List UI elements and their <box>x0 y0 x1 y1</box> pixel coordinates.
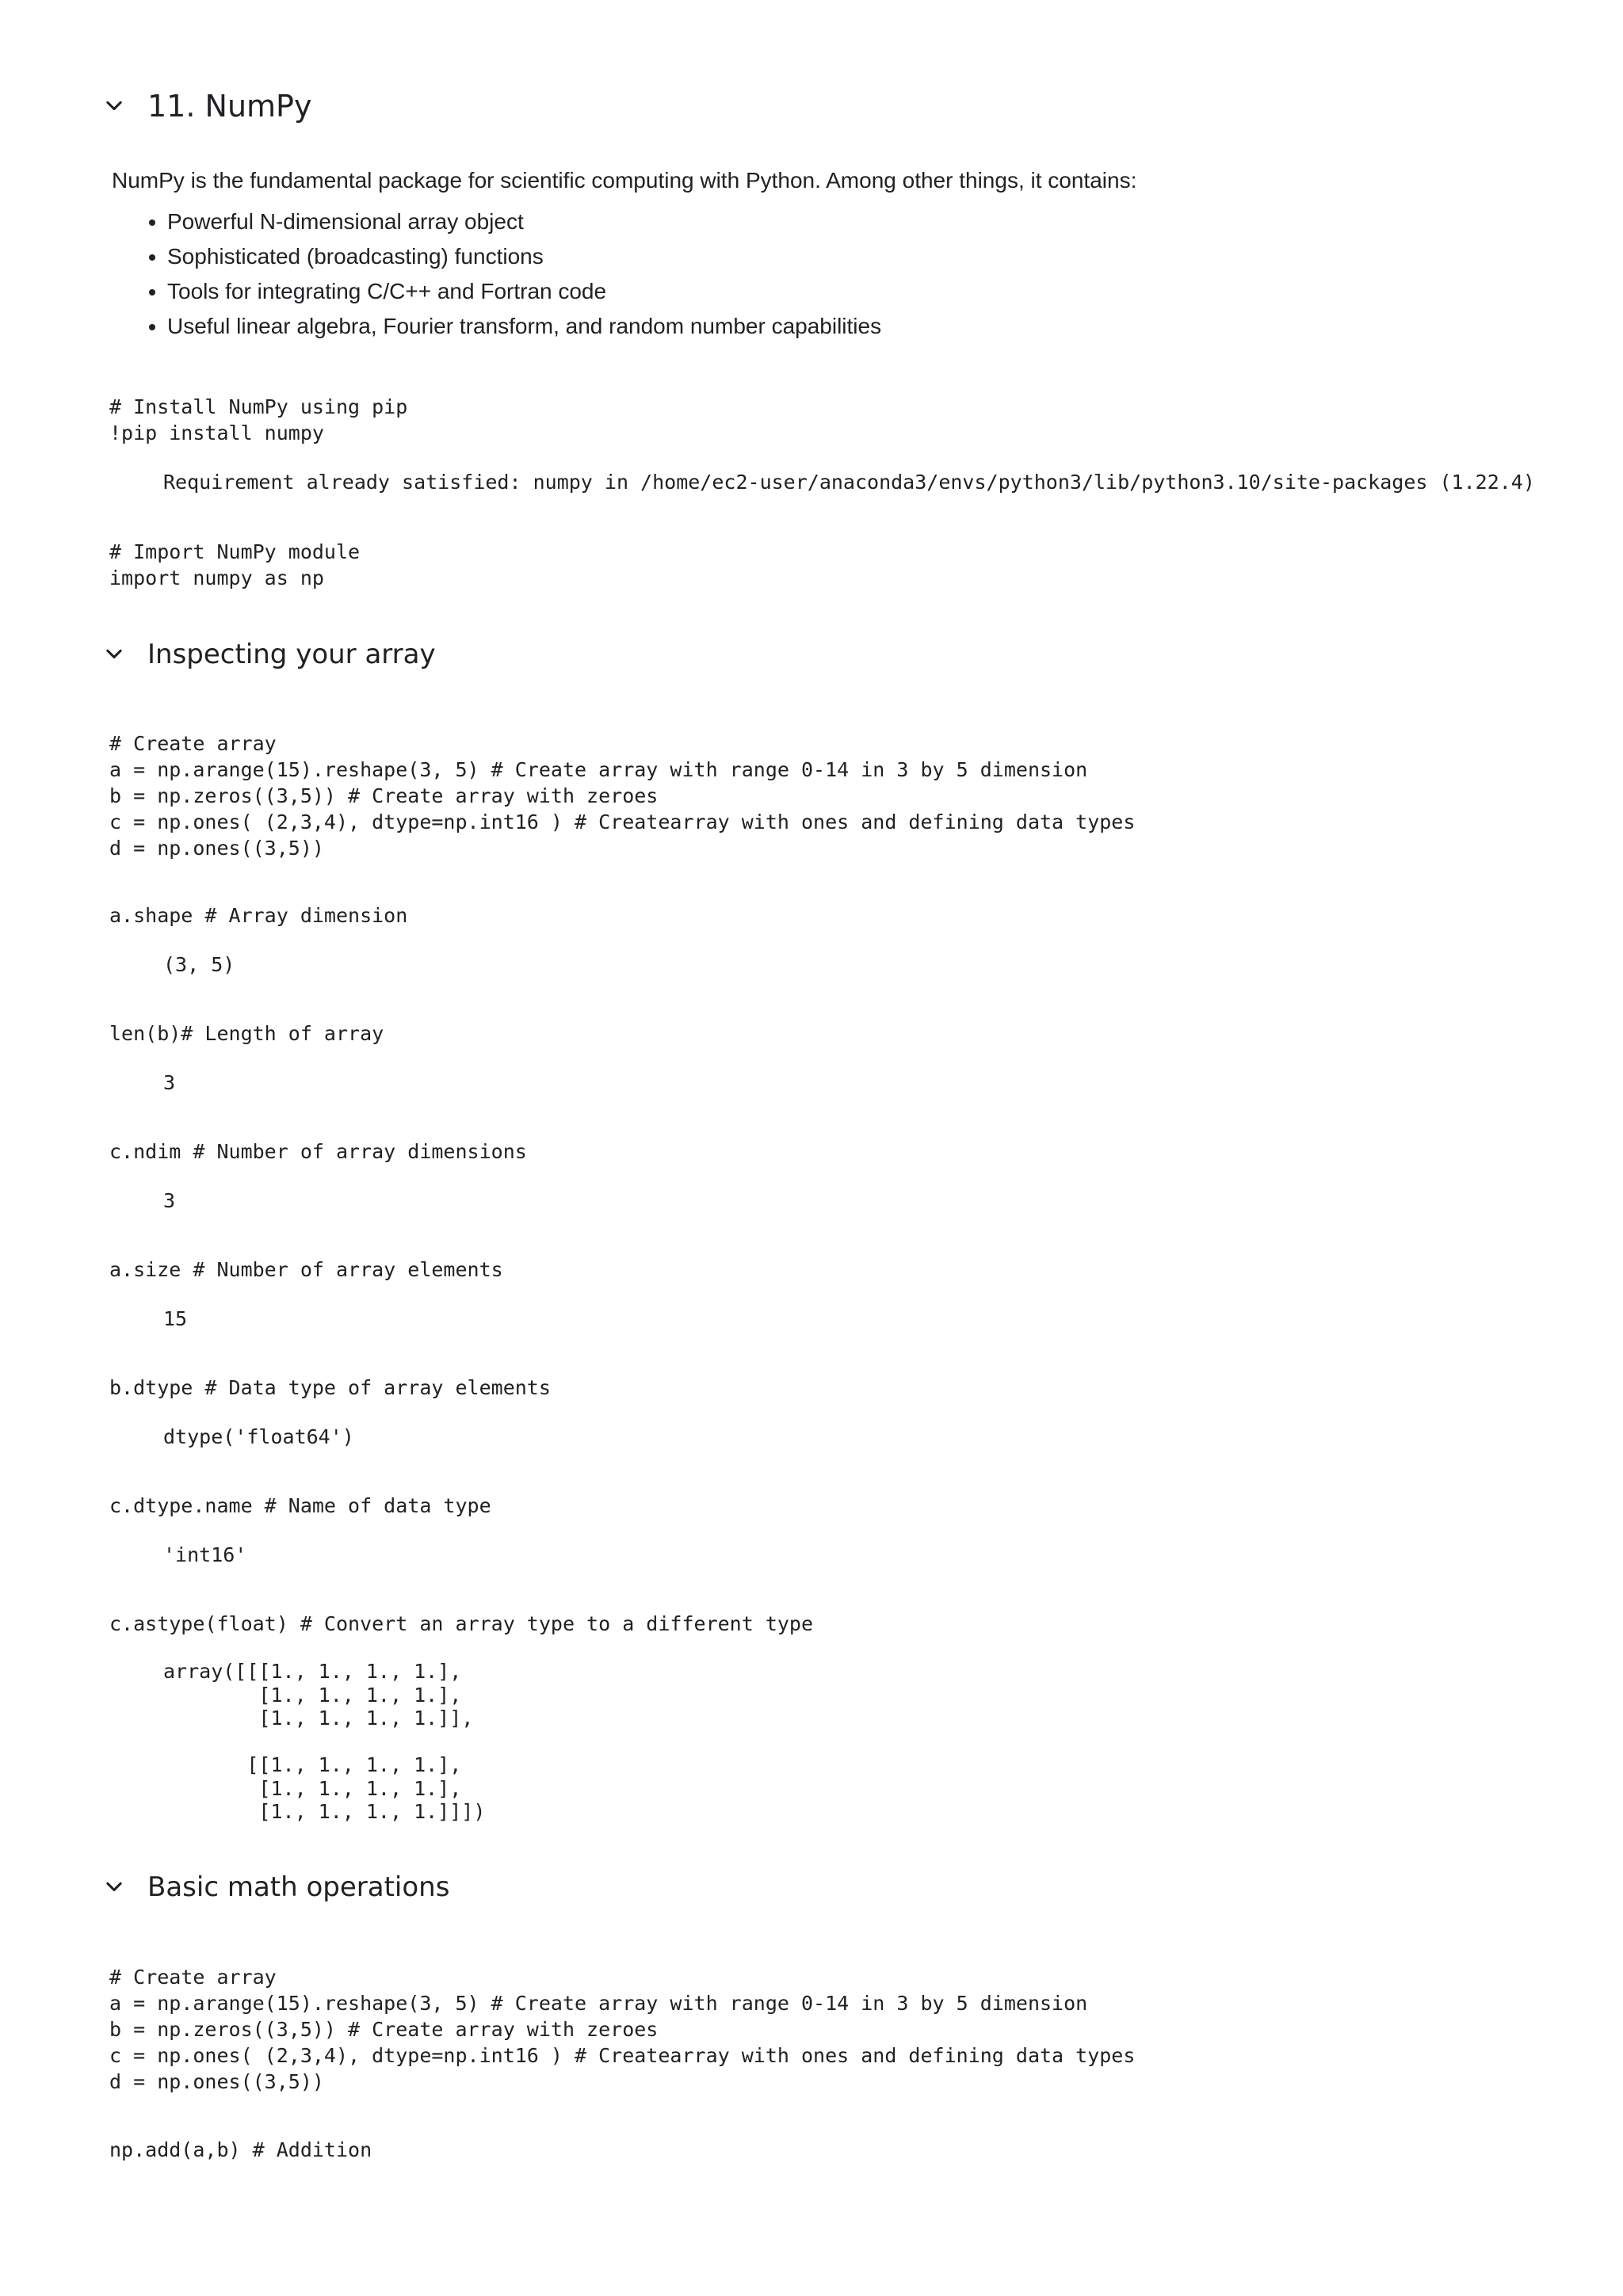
output-ndim: 3 <box>163 1189 176 1212</box>
section-heading-inspecting <box>103 639 436 670</box>
code-cell-size[interactable]: a.size # Number of array elements <box>109 1258 503 1281</box>
chevron-down-icon[interactable] <box>103 1876 125 1898</box>
output-shape: (3, 5) <box>163 953 235 976</box>
code-cell-import[interactable]: # Import NumPy module import numpy as np <box>109 540 361 589</box>
list-item: • Tools for integrating C/C++ and Fortran code <box>167 274 1136 309</box>
output-dtype-name: 'int16' <box>163 1543 247 1566</box>
section-heading-basic-math <box>103 1871 449 1903</box>
code-cell-create-array[interactable]: # Create array a = np.arange(15).reshape(3, 5) # Create array with range 0-14 in 3 by 5 dimension b = np.zeros((3,5)) # Create array with zeroes c = np.ones( (2,3,4), dtype=np.int16 ) # Createarray with ones and defining data types d = np.ones((3,5)) <box>109 732 1136 860</box>
intro-text-cell <box>112 163 1136 344</box>
code-cell-dtype[interactable]: b.dtype # Data type of array elements <box>109 1376 551 1399</box>
output-dtype: dtype('float64') <box>163 1425 354 1448</box>
inspecting-title: Inspecting your array <box>147 639 436 670</box>
output-len: 3 <box>163 1071 176 1094</box>
chevron-down-icon[interactable] <box>103 95 125 117</box>
list-item: • Useful linear algebra, Fourier transform, and random number capabilities <box>167 309 1136 344</box>
code-cell-len[interactable]: len(b)# Length of array <box>109 1022 384 1045</box>
list-item: • Sophisticated (broadcasting) functions <box>167 239 1136 274</box>
output-size: 15 <box>163 1307 188 1330</box>
code-cell-add[interactable]: np.add(a,b) # Addition <box>109 2138 372 2161</box>
basic-math-title: Basic math operations <box>147 1871 450 1903</box>
feature-list <box>112 204 1136 344</box>
chevron-down-icon[interactable] <box>103 643 125 666</box>
code-cell-dtype-name[interactable]: c.dtype.name # Name of data type <box>109 1494 491 1517</box>
list-item: • Powerful N-dimensional array object <box>167 204 1136 239</box>
code-cell-shape[interactable]: a.shape # Array dimension <box>109 904 408 927</box>
code-cell-create-array-2[interactable]: # Create array a = np.arange(15).reshape(3, 5) # Create array with range 0-14 in 3 by 5 dimension b = np.zeros((3,5)) # Create array with zeroes c = np.ones( (2,3,4), dtype=np.int16 ) # Createarray with ones and defining data types d = np.ones((3,5)) <box>109 1966 1136 2093</box>
code-cell-ndim[interactable]: c.ndim # Number of array dimensions <box>109 1140 527 1163</box>
output-astype: array([[[1., 1., 1., 1.], [1., 1., 1., 1.], [1., 1., 1., 1.]], [[1., 1., 1., 1.], [1., 1., 1., 1.], [1., 1., 1., 1.]]]) <box>163 1660 486 1823</box>
section-title: 11. NumPy <box>147 89 312 124</box>
code-cell-install[interactable]: # Install NumPy using pip !pip install numpy <box>109 395 408 444</box>
intro-paragraph: NumPy is the fundamental package for scientific computing with Python. Among other things, it contains: <box>112 168 1137 193</box>
code-cell-astype[interactable]: c.astype(float) # Convert an array type to a different type <box>109 1612 814 1635</box>
section-heading-numpy <box>103 89 311 124</box>
output-install: Requirement already satisfied: numpy in /home/ec2-user/anaconda3/envs/python3/lib/python3.10/site-packages (1.22.4) <box>163 471 1535 494</box>
